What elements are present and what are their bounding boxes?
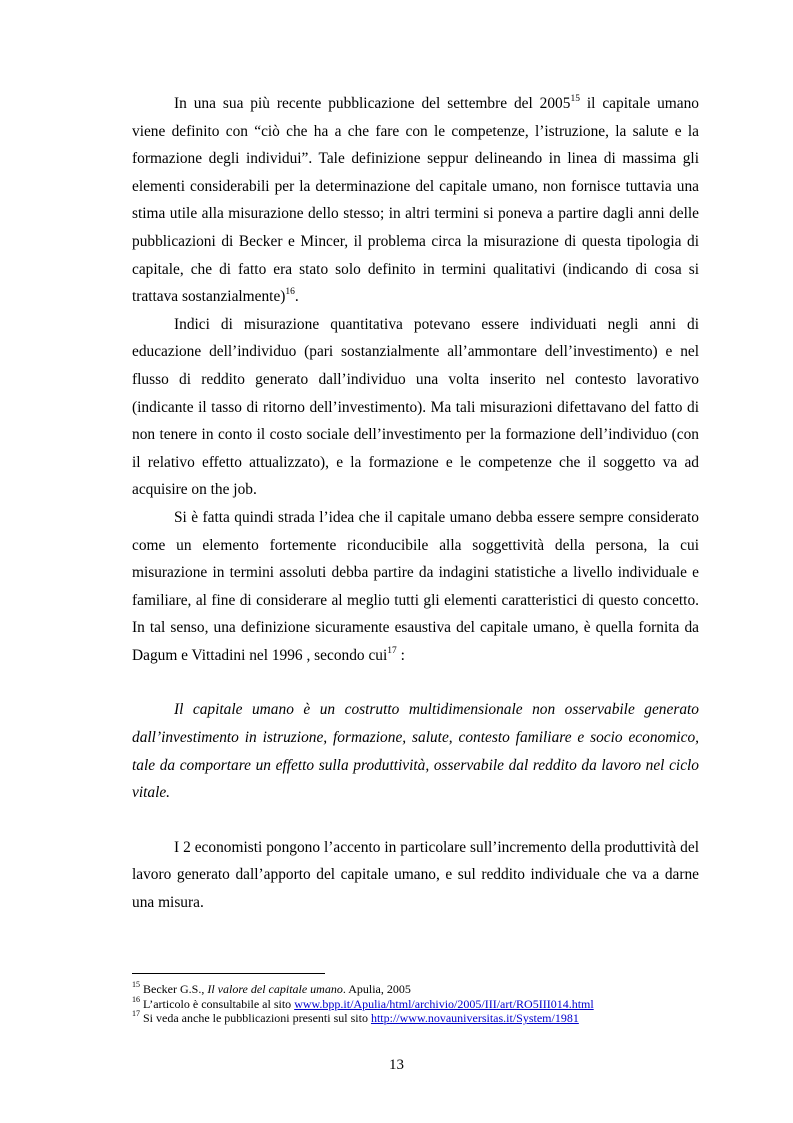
footnote-number: 17 xyxy=(132,1009,140,1018)
footnote-15 xyxy=(132,982,732,997)
paragraph-3-text-a: Si è fatta quindi strada l’idea che il capitale umano debba essere sempre considerato come un elemento fortemente riconducibile alla soggettività della persona, la cui misurazione in termini assoluti debba partire da indagini statistiche a livello individuale e familiare, al fine di considerare al meglio tutti gli elementi caratteristici di questo concetto. In tal senso, una definizione sicuramente esaustiva del capitale umano, è quella fornita da Dagum e Vittadini nel 1996 , secondo cui xyxy=(132,508,699,664)
paragraph-2: Indici di misurazione quantitativa potevano essere individuati negli anni di educazione dell’individuo (pari sostanzialmente all’ammontare dell’investimento) e nel flusso di reddito generato dall’individuo una volta inserito nel contesto lavorativo (indicante il tasso di ritorno dell’investimento). Ma tali misurazioni difettavano del fatto di non tenere in conto il costo sociale dell’investimento per la formazione dell’individuo (con il relativo effetto attualizzato), e la formazione e le competenze che il soggetto va ad acquisire on the job. xyxy=(132,315,699,499)
page-number: 13 xyxy=(389,1057,404,1073)
footnote-text: . Apulia, 2005 xyxy=(342,982,411,996)
document-body xyxy=(132,90,699,917)
footnote-ref-17: 17 xyxy=(387,645,397,656)
paragraph-3-text-b: : xyxy=(396,646,405,664)
footnotes xyxy=(132,982,732,1026)
paragraph-5: I 2 economisti pongono l’accento in particolare sull’incremento della produttività del lavoro generato dall’apporto del capitale umano, e sul reddito individuale che va a darne una misura. xyxy=(132,838,699,912)
footnote-text: Si veda anche le pubblicazioni presenti sul sito xyxy=(140,1011,371,1025)
footnote-text: L’articolo è consultabile al sito xyxy=(140,996,295,1011)
footnote-17 xyxy=(132,1011,732,1026)
paragraph-1 xyxy=(132,90,699,311)
definition-quote: Il capitale umano è un costrutto multidimensionale non osservabile generato dall’investimento in istruzione, formazione, salute, contesto familiare e socio economico, tale da comportare un effetto sulla produttività, osservabile dal reddito da lavoro nel ciclo vitale. xyxy=(132,701,699,802)
footnote-link-bpp[interactable]: www.bpp.it/Apulia/html/archivio/2005/III/art/RO5III014.html xyxy=(294,996,594,1011)
footnote-book-title: Il valore del capitale umano xyxy=(207,982,343,996)
paragraph-3 xyxy=(132,504,699,670)
footnote-number: 16 xyxy=(132,994,140,1004)
paragraph-1-text-b: il capitale umano viene definito con “ciò che ha a che fare con le competenze, l’istruzione, la salute e la formazione degli individui”. Tale definizione seppur delineando in linea di massima gli elementi considerabili per la determinazione del capitale umano, non fornisce tuttavia una stima utile alla misurazione dello stesso; in altri termini si poneva a partire dagli anni delle pubblicazioni di Becker e Mincer, il problema circa la misurazione di questa tipologia di capitale, che di fatto era stato solo definito in termini qualitativi (indicando di cosa si trattava sostanzialmente) xyxy=(132,95,699,306)
footnote-text: Becker G.S., xyxy=(140,982,208,996)
footnote-number: 15 xyxy=(132,980,140,989)
footnote-link-novauniversitas[interactable]: http://www.novauniversitas.it/System/1981 xyxy=(370,1011,579,1025)
paragraph-1-text-c: . xyxy=(294,288,299,306)
footnote-16 xyxy=(132,994,732,1012)
footnote-separator xyxy=(132,973,325,974)
paragraph-1-text-a: In una sua più recente pubblicazione del settembre del 2005 xyxy=(174,95,571,112)
footnote-ref-16: 16 xyxy=(285,287,295,298)
footnote-ref-15: 15 xyxy=(570,93,580,104)
